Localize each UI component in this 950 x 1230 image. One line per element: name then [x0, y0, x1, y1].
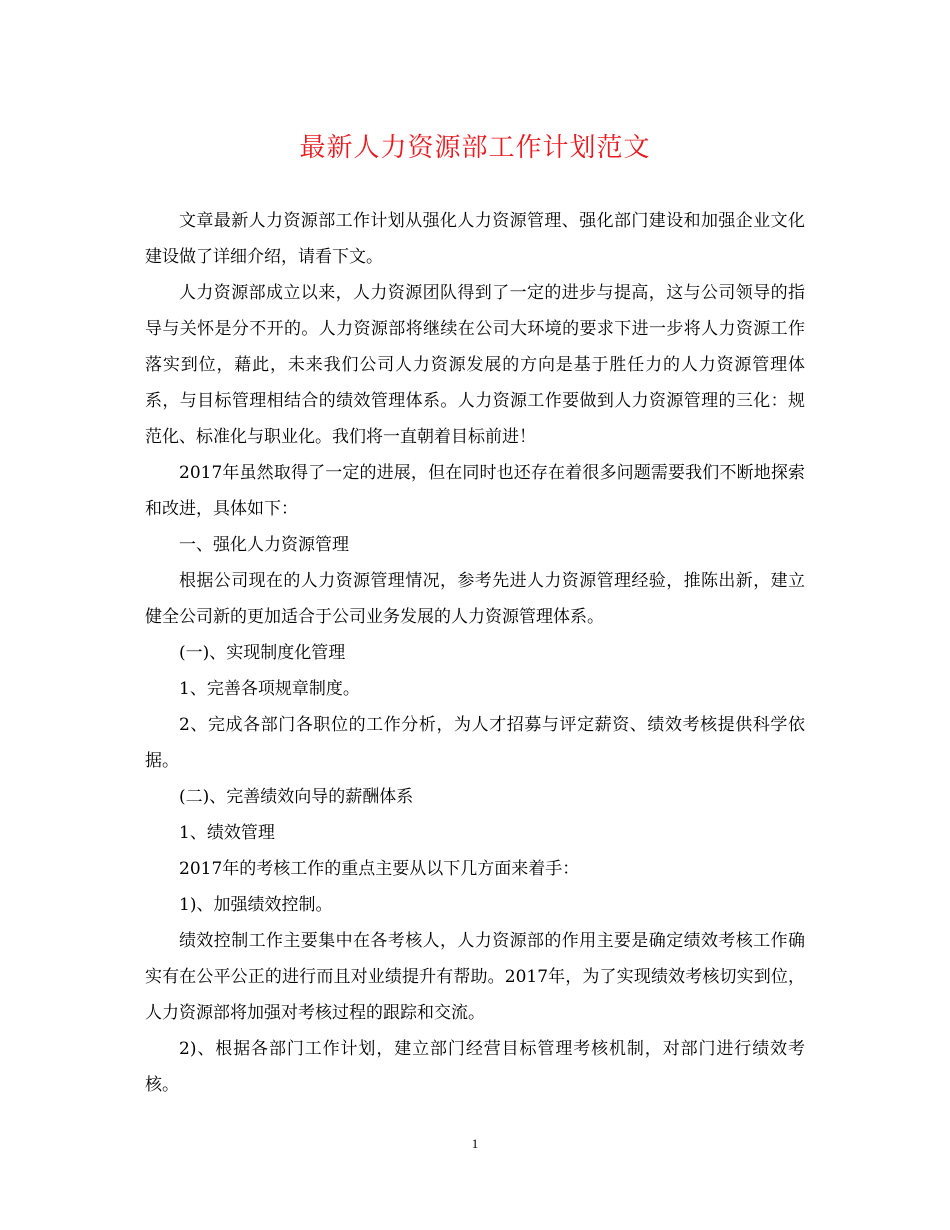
- paragraph-intro: 文章最新人力资源部工作计划从强化人力资源管理、强化部门建设和加强企业文化建设做了详细介绍，请看下文。: [145, 211, 805, 267]
- paragraph-control-detail: 绩效控制工作主要集中在各考核人，人力资源部的作用主要是确定绩效考核工作确实有在公平公正的进行而且对业绩提升有帮助。2017年，为了实现绩效考核切实到位，人力资源部将加强对考核过程的跟踪和交流。: [145, 931, 805, 1023]
- paragraph-2017-progress: 2017年虽然取得了一定的进展，但在同时也还存在着很多问题需要我们不断地探索和改进，具体如下：: [145, 463, 805, 519]
- list-item-1: 1、完善各项规章制度。: [179, 679, 360, 699]
- list-item-department-goals: 2)、根据各部门工作计划，建立部门经营目标管理考核机制，对部门进行绩效考核。: [145, 1039, 805, 1095]
- document-title: 最新人力资源部工作计划范文: [299, 133, 651, 163]
- document-body: [145, 203, 805, 1103]
- section-heading-1: 一、强化人力资源管理: [179, 535, 349, 555]
- subsection-heading-1: (一)、实现制度化管理: [179, 643, 346, 663]
- list-item-performance: 1、绩效管理: [179, 823, 275, 843]
- list-item-2: 2、完成各部门各职位的工作分析，为人才招募与评定薪资、绩效考核提供科学依据。: [145, 715, 805, 771]
- paragraph-hr-management: 根据公司现在的人力资源管理情况，参考先进人力资源管理经验，推陈出新，建立健全公司新的更加适合于公司业务发展的人力资源管理体系。: [145, 571, 805, 627]
- list-item-control: 1)、加强绩效控制。: [179, 895, 333, 915]
- paragraph-2017-assessment: 2017年的考核工作的重点主要从以下几方面来着手：: [179, 859, 580, 879]
- paragraph-overview: 人力资源部成立以来，人力资源团队得到了一定的进步与提高，这与公司领导的指导与关怀是分不开的。人力资源部将继续在公司大环境的要求下进一步将人力资源工作落实到位，藉此，未来我们公司人力资源发展的方向是基于胜任力的人力资源管理体系，与目标管理相结合的绩效管理体系。人力资源工作要做到人力资源管理的三化：规范化、标准化与职业化。我们将一直朝着目标前进！: [145, 283, 805, 447]
- subsection-heading-2: (二)、完善绩效向导的薪酬体系: [179, 787, 414, 807]
- page-number: 1: [471, 1136, 479, 1151]
